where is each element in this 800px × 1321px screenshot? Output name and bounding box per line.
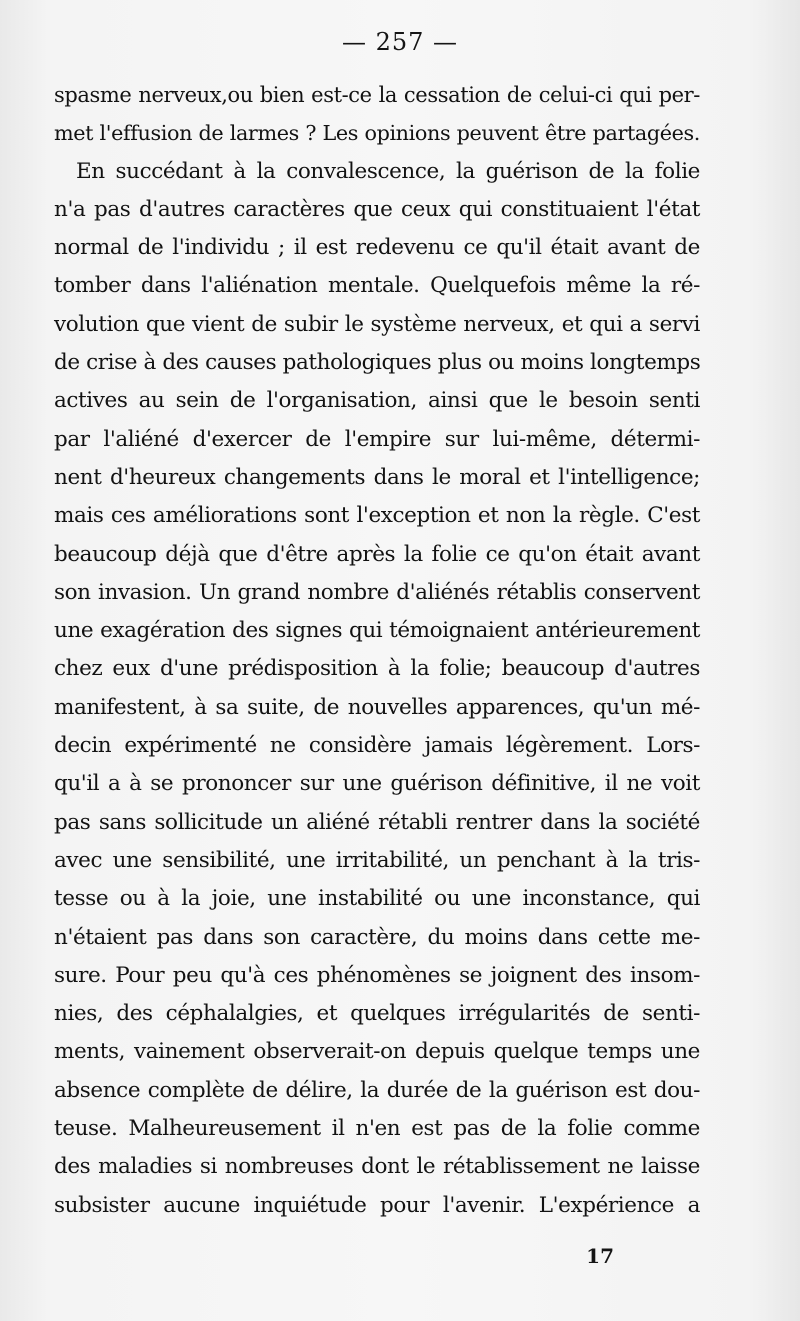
text-line: ments, vainement observerait-on depuis quelque temps une <box>54 1039 700 1065</box>
text-line: son invasion. Un grand nombre d'aliénés rétablis conservent <box>54 579 700 605</box>
text-line: pas sans sollicitude un aliéné rétabli rentrer dans la société <box>54 809 700 835</box>
text-line: En succédant à la convalescence, la guérison de la folie <box>76 158 700 184</box>
text-line: qu'il a à se prononcer sur une guérison définitive, il ne voit <box>54 771 700 797</box>
text-line: par l'aliéné d'exercer de l'empire sur lui-même, détermi- <box>54 426 700 452</box>
text-line: subsister aucune inquiétude pour l'avenir. L'expérience a <box>54 1192 700 1218</box>
text-line: volution que vient de subir le système nerveux, et qui a servi <box>54 311 700 337</box>
text-line: n'étaient pas dans son caractère, du moins dans cette me- <box>54 924 700 950</box>
text-line: met l'effusion de larmes ? Les opinions peuvent être partagées. <box>54 121 700 146</box>
text-line: une exagération des signes qui témoignaient antérieurement <box>54 618 700 644</box>
text-line: tomber dans l'aliénation mentale. Quelquefois même la ré- <box>54 273 700 299</box>
text-line: tesse ou à la joie, une instabilité ou une inconstance, qui <box>54 886 700 912</box>
text-line: n'a pas d'autres caractères que ceux qui constituaient l'état <box>54 196 700 222</box>
text-line: des maladies si nombreuses dont le rétablissement ne laisse <box>54 1154 700 1180</box>
text-line: nent d'heureux changements dans le moral et l'intelligence; <box>54 464 700 490</box>
text-line: manifestent, à sa suite, de nouvelles apparences, qu'un mé- <box>54 694 700 720</box>
text-line: sure. Pour peu qu'à ces phénomènes se joignent des insom- <box>54 962 700 988</box>
body-text <box>54 76 700 1225</box>
text-line: spasme nerveux,ou bien est-ce la cessation de celui-ci qui per- <box>54 83 700 107</box>
text-line: actives au sein de l'organisation, ainsi que le besoin senti <box>54 388 700 414</box>
text-line: mais ces améliorations sont l'exception et non la règle. C'est <box>54 503 700 529</box>
signature-mark: 17 <box>586 1244 614 1268</box>
page-number-header: — 257 — <box>341 28 459 56</box>
text-line: absence complète de délire, la durée de la guérison est dou- <box>54 1077 700 1103</box>
text-line: teuse. Malheureusement il n'en est pas de la folie comme <box>54 1116 700 1142</box>
text-line: decin expérimenté ne considère jamais légèrement. Lors- <box>54 733 700 759</box>
text-line: de crise à des causes pathologiques plus ou moins longtemps <box>54 350 701 376</box>
text-line: nies, des céphalalgies, et quelques irrégularités de senti- <box>54 1001 700 1027</box>
text-line: avec une sensibilité, une irritabilité, un penchant à la tris- <box>54 847 700 873</box>
text-line: chez eux d'une prédisposition à la folie; beaucoup d'autres <box>54 656 700 682</box>
text-line: beaucoup déjà que d'être après la folie ce qu'on était avant <box>54 541 700 567</box>
text-line: normal de l'individu ; il est redevenu ce qu'il était avant de <box>54 235 700 261</box>
